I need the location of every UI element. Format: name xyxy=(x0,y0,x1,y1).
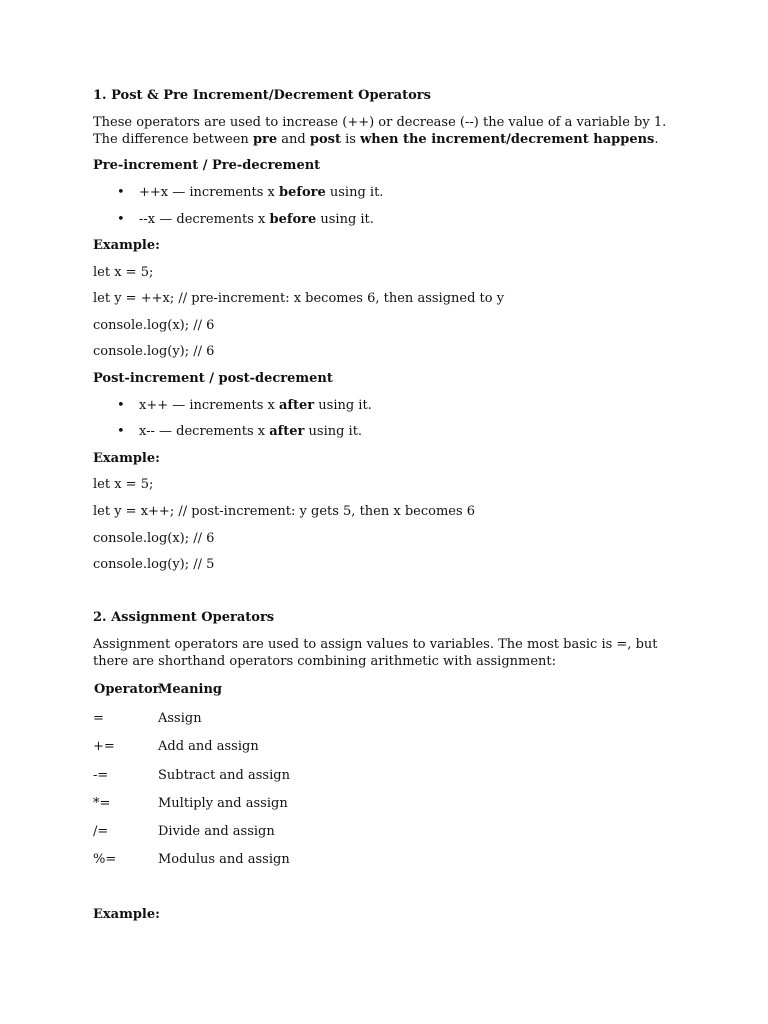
table-cell-meaning: Assign xyxy=(158,711,202,726)
section-1-heading: 1. Post & Pre Increment/Decrement Operators xyxy=(93,88,431,103)
list-item: • x-- — decrements x after using it. xyxy=(117,424,363,439)
table-cell-operator: *= xyxy=(93,796,111,811)
code-line: let y = x++; // post-increment: y gets 5, then x becomes 6 xyxy=(93,504,476,519)
table-row xyxy=(93,851,493,868)
bullet-icon: • xyxy=(117,398,125,413)
table-cell-meaning: Add and assign xyxy=(158,739,259,754)
table-cell-operator: -= xyxy=(93,768,109,783)
list-item: • --x — decrements x before using it. xyxy=(117,212,374,227)
table-row xyxy=(93,738,493,755)
list-item: • x++ — increments x after using it. xyxy=(117,398,372,413)
example-label: Example: xyxy=(93,451,160,466)
section-2-intro: Assignment operators are used to assign values to variables. The most basic is =, but there are shorthand operators combining arithmetic with assignment: xyxy=(93,637,658,669)
bullet-icon: • xyxy=(117,212,125,227)
example-label: Example: xyxy=(93,907,160,922)
section-1-intro: These operators are used to increase (++) or decrease (--) the value of a variable by 1. The difference between pre and post is when the increment/decrement happens. xyxy=(93,115,667,147)
code-line: console.log(x); // 6 xyxy=(93,318,215,333)
bullet-icon: • xyxy=(117,424,125,439)
table-cell-operator: %= xyxy=(93,852,117,867)
bullet-icon: • xyxy=(117,185,125,200)
table-cell-meaning: Divide and assign xyxy=(158,824,275,839)
table-cell-meaning: Subtract and assign xyxy=(158,768,290,783)
table-row xyxy=(93,767,493,784)
table-cell-operator: /= xyxy=(93,824,109,839)
section-2-heading: 2. Assignment Operators xyxy=(93,610,275,625)
code-line: let x = 5; xyxy=(93,265,154,280)
code-line: console.log(y); // 5 xyxy=(93,557,215,572)
table-row xyxy=(93,795,493,812)
table-row xyxy=(93,710,493,727)
table-cell-operator: += xyxy=(93,739,115,754)
code-line: console.log(x); // 6 xyxy=(93,531,215,546)
code-line: console.log(y); // 6 xyxy=(93,344,215,359)
table-cell-meaning: Modulus and assign xyxy=(158,852,290,867)
code-line: let y = ++x; // pre-increment: x becomes 6, then assigned to y xyxy=(93,291,505,306)
table-header-meaning: Meaning xyxy=(158,682,223,697)
table-row xyxy=(93,823,493,840)
table-cell-meaning: Multiply and assign xyxy=(158,796,288,811)
post-increment-heading: Post-increment / post-decrement xyxy=(93,371,333,386)
pre-increment-heading: Pre-increment / Pre-decrement xyxy=(93,158,321,173)
table-header-row xyxy=(93,681,493,698)
example-label: Example: xyxy=(93,238,160,253)
list-item: • ++x — increments x before using it. xyxy=(117,185,384,200)
table-header-operator: Operator xyxy=(94,682,160,697)
code-line: let x = 5; xyxy=(93,477,154,492)
table-cell-operator: = xyxy=(93,711,104,726)
